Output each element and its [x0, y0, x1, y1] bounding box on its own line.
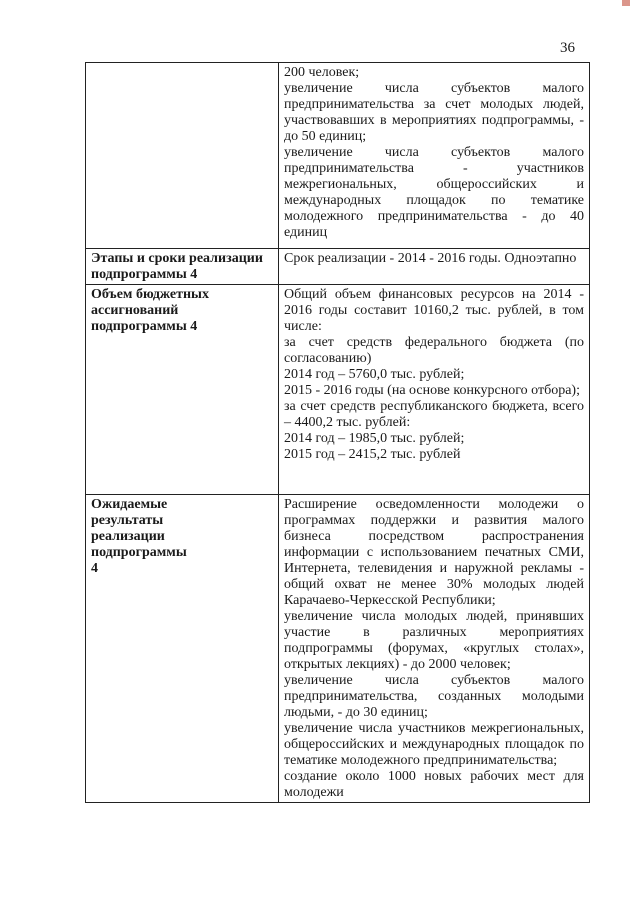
content-paragraph: увеличение числа субъектов малого предпринимательства за счет молодых людей, участвовавших в мероприятиях подпрограммы, - до 50 единиц; — [284, 81, 584, 144]
table-row-results — [86, 495, 590, 803]
corner-stamp-mark — [622, 0, 630, 6]
row-label-stages: Этапы и сроки реализации подпрограммы 4 — [91, 251, 263, 282]
table-row-stages — [86, 249, 590, 285]
content-paragraph: 200 человек; — [284, 65, 360, 80]
row-label-cell — [86, 63, 279, 249]
content-paragraph: за счет средств федерального бюджета (по согласованию) — [284, 335, 584, 366]
row-label-results: Ожидаемые результаты реализации подпрограммы 4 — [91, 497, 187, 576]
row-content-cell — [279, 285, 590, 495]
row-content-cell — [279, 249, 590, 285]
table-row-budget — [86, 285, 590, 495]
content-paragraph: 2014 год – 5760,0 тыс. рублей; — [284, 367, 465, 382]
content-paragraph: 2015 - 2016 годы (на основе конкурсного отбора); — [284, 383, 580, 398]
content-paragraph: увеличение числа субъектов малого предпринимательства - участников межрегиональных, общероссийских и международных площадок по тематике молодежного предпринимательства - до 40 единиц — [284, 145, 584, 240]
row-content-cell — [279, 63, 590, 249]
table-row-continuation — [86, 63, 590, 249]
content-paragraph: увеличение числа молодых людей, принявших участие в различных мероприятиях подпрограммы (форумах, «круглых столах», открытых лекциях) - до 2000 человек; — [284, 609, 584, 672]
content-paragraph: 2014 год – 1985,0 тыс. рублей; — [284, 431, 465, 446]
content-paragraph: увеличение числа субъектов малого предпринимательства, созданных молодыми людьми, - до 30 единиц; — [284, 673, 584, 720]
content-paragraph: Расширение осведомленности молодежи о программах поддержки и развития малого бизнеса посредством распространения информации с использованием печатных СМИ, Интернета, телевидения и наружной рекламы - общий охват не менее 30% молодых людей Карачаево-Черкесской Республики; — [284, 497, 584, 608]
page-number: 36 — [560, 40, 575, 56]
row-label-budget: Объем бюджетных ассигнований подпрограммы 4 — [91, 287, 209, 334]
content-paragraph: Общий объем финансовых ресурсов на 2014 - 2016 годы составит 10160,2 тыс. рублей, в том числе: — [284, 287, 584, 334]
row-content-cell — [279, 495, 590, 803]
row-label-cell — [86, 285, 279, 495]
content-paragraph: за счет средств республиканского бюджета, всего – 4400,2 тыс. рублей: — [284, 399, 584, 430]
content-paragraph: 2015 год – 2415,2 тыс. рублей — [284, 447, 461, 462]
content-paragraph: увеличение числа участников межрегиональных, общероссийских и международных площадок по тематике молодежного предпринимательства; — [284, 721, 584, 768]
content-paragraph: создание около 1000 новых рабочих мест для молодежи — [284, 769, 584, 800]
content-paragraph: Срок реализации - 2014 - 2016 годы. Одноэтапно — [284, 251, 577, 266]
passport-table — [85, 62, 590, 803]
row-label-cell — [86, 249, 279, 285]
row-label-cell — [86, 495, 279, 803]
